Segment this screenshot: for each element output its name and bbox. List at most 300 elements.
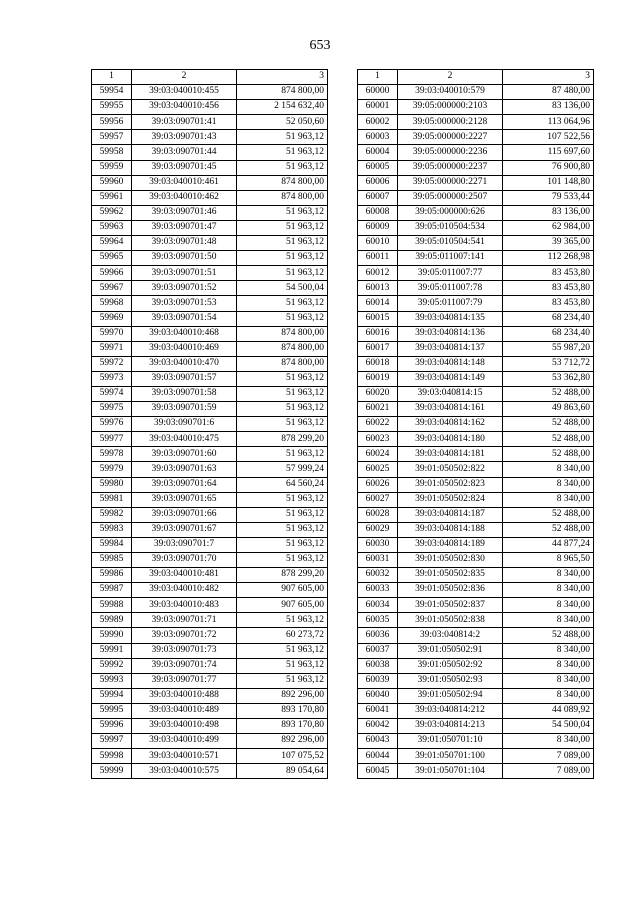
value-cell: 39 365,00 bbox=[503, 236, 594, 251]
cadastral-number-cell: 39:03:090701:48 bbox=[132, 236, 237, 251]
row-number-cell: 59966 bbox=[92, 266, 132, 281]
table-row bbox=[92, 749, 328, 764]
value-cell: 51 963,12 bbox=[237, 402, 328, 417]
table-row bbox=[358, 386, 594, 401]
value-cell: 64 560,24 bbox=[237, 477, 328, 492]
cadastral-number-cell: 39:01:050502:822 bbox=[398, 462, 503, 477]
cadastral-number-cell: 39:03:040814:15 bbox=[398, 386, 503, 401]
value-cell: 115 697,60 bbox=[503, 145, 594, 160]
value-cell: 52 050,60 bbox=[237, 115, 328, 130]
table-row bbox=[358, 613, 594, 628]
cadastral-number-cell: 39:03:040814:148 bbox=[398, 356, 503, 371]
value-cell: 52 488,00 bbox=[503, 628, 594, 643]
value-cell: 51 963,12 bbox=[237, 553, 328, 568]
value-cell: 51 963,12 bbox=[237, 447, 328, 462]
table-row bbox=[92, 402, 328, 417]
row-number-cell: 60045 bbox=[358, 764, 398, 779]
table-row bbox=[358, 658, 594, 673]
table-row bbox=[358, 341, 594, 356]
row-number-cell: 60035 bbox=[358, 613, 398, 628]
value-cell: 51 963,12 bbox=[237, 386, 328, 401]
table-row bbox=[358, 764, 594, 779]
cadastral-number-cell: 39:05:000000:2507 bbox=[398, 190, 503, 205]
row-number-cell: 59985 bbox=[92, 553, 132, 568]
row-number-cell: 59954 bbox=[92, 85, 132, 100]
row-number-cell: 59981 bbox=[92, 492, 132, 507]
cadastral-number-cell: 39:03:090701:7 bbox=[132, 537, 237, 552]
cadastral-number-cell: 39:03:040010:499 bbox=[132, 734, 237, 749]
value-cell: 52 488,00 bbox=[503, 447, 594, 462]
cadastral-number-cell: 39:03:040010:470 bbox=[132, 356, 237, 371]
row-number-cell: 59997 bbox=[92, 734, 132, 749]
value-cell: 8 340,00 bbox=[503, 477, 594, 492]
row-number-cell: 59957 bbox=[92, 130, 132, 145]
row-number-cell: 60005 bbox=[358, 160, 398, 175]
table-row bbox=[92, 688, 328, 703]
table-row bbox=[92, 296, 328, 311]
cadastral-number-cell: 39:05:000000:2128 bbox=[398, 115, 503, 130]
table-row bbox=[358, 628, 594, 643]
row-number-cell: 59970 bbox=[92, 326, 132, 341]
value-cell: 874 800,00 bbox=[237, 341, 328, 356]
table-row bbox=[92, 568, 328, 583]
value-cell: 8 340,00 bbox=[503, 688, 594, 703]
cadastral-number-cell: 39:03:090701:59 bbox=[132, 402, 237, 417]
row-number-cell: 60002 bbox=[358, 115, 398, 130]
cadastral-number-cell: 39:03:040010:571 bbox=[132, 749, 237, 764]
row-number-cell: 59978 bbox=[92, 447, 132, 462]
row-number-cell: 60028 bbox=[358, 507, 398, 522]
row-number-cell: 60026 bbox=[358, 477, 398, 492]
cadastral-number-cell: 39:01:050502:823 bbox=[398, 477, 503, 492]
table-row bbox=[358, 703, 594, 718]
row-number-cell: 60001 bbox=[358, 100, 398, 115]
cadastral-number-cell: 39:03:040814:162 bbox=[398, 417, 503, 432]
table-row bbox=[92, 281, 328, 296]
table-row bbox=[358, 507, 594, 522]
cadastral-number-cell: 39:03:040010:579 bbox=[398, 85, 503, 100]
cadastral-number-cell: 39:01:050701:10 bbox=[398, 734, 503, 749]
table-row bbox=[92, 190, 328, 205]
value-cell: 907 605,00 bbox=[237, 598, 328, 613]
value-cell: 52 488,00 bbox=[503, 507, 594, 522]
row-number-cell: 60025 bbox=[358, 462, 398, 477]
cadastral-number-cell: 39:03:090701:57 bbox=[132, 371, 237, 386]
cadastral-number-cell: 39:03:040010:483 bbox=[132, 598, 237, 613]
left-table bbox=[91, 69, 328, 779]
value-cell: 113 064,96 bbox=[503, 115, 594, 130]
value-cell: 44 877,24 bbox=[503, 537, 594, 552]
cadastral-number-cell: 39:03:090701:71 bbox=[132, 613, 237, 628]
cadastral-number-cell: 39:05:000000:2227 bbox=[398, 130, 503, 145]
row-number-cell: 60016 bbox=[358, 326, 398, 341]
value-cell: 89 054,64 bbox=[237, 764, 328, 779]
value-cell: 892 296,00 bbox=[237, 688, 328, 703]
row-number-cell: 60013 bbox=[358, 281, 398, 296]
row-number-cell: 59973 bbox=[92, 371, 132, 386]
table-row bbox=[358, 643, 594, 658]
value-cell: 874 800,00 bbox=[237, 175, 328, 190]
value-cell: 51 963,12 bbox=[237, 492, 328, 507]
value-cell: 51 963,12 bbox=[237, 311, 328, 326]
table-row bbox=[92, 85, 328, 100]
row-number-cell: 59975 bbox=[92, 402, 132, 417]
value-cell: 8 340,00 bbox=[503, 462, 594, 477]
cadastral-number-cell: 39:01:050502:838 bbox=[398, 613, 503, 628]
row-number-cell: 59977 bbox=[92, 432, 132, 447]
cadastral-number-cell: 39:03:090701:65 bbox=[132, 492, 237, 507]
table-row bbox=[358, 85, 594, 100]
table-row bbox=[92, 462, 328, 477]
row-number-cell: 60031 bbox=[358, 553, 398, 568]
value-cell: 878 299,20 bbox=[237, 568, 328, 583]
table-row bbox=[92, 432, 328, 447]
table-row bbox=[92, 734, 328, 749]
cadastral-number-cell: 39:03:040814:189 bbox=[398, 537, 503, 552]
row-number-cell: 59959 bbox=[92, 160, 132, 175]
value-cell: 60 273,72 bbox=[237, 628, 328, 643]
table-row bbox=[92, 251, 328, 266]
right-table bbox=[357, 69, 594, 779]
table-row bbox=[92, 613, 328, 628]
cadastral-number-cell: 39:05:011007:77 bbox=[398, 266, 503, 281]
cadastral-number-cell: 39:03:040814:2 bbox=[398, 628, 503, 643]
cadastral-number-cell: 39:05:010504:541 bbox=[398, 236, 503, 251]
value-cell: 8 340,00 bbox=[503, 734, 594, 749]
value-cell: 7 089,00 bbox=[503, 749, 594, 764]
cadastral-number-cell: 39:03:040814:149 bbox=[398, 371, 503, 386]
cadastral-number-cell: 39:03:090701:50 bbox=[132, 251, 237, 266]
table-row bbox=[92, 507, 328, 522]
row-number-cell: 60044 bbox=[358, 749, 398, 764]
table-row bbox=[358, 477, 594, 492]
table-row bbox=[92, 100, 328, 115]
table-row bbox=[358, 326, 594, 341]
table-row bbox=[358, 568, 594, 583]
cadastral-number-cell: 39:03:040010:475 bbox=[132, 432, 237, 447]
value-cell: 874 800,00 bbox=[237, 85, 328, 100]
table-row bbox=[358, 311, 594, 326]
row-number-cell: 59988 bbox=[92, 598, 132, 613]
table-row bbox=[358, 583, 594, 598]
row-number-cell: 60007 bbox=[358, 190, 398, 205]
value-cell: 87 480,00 bbox=[503, 85, 594, 100]
table-row bbox=[358, 145, 594, 160]
row-number-cell: 60032 bbox=[358, 568, 398, 583]
value-cell: 874 800,00 bbox=[237, 190, 328, 205]
table-row bbox=[358, 749, 594, 764]
cadastral-number-cell: 39:03:090701:73 bbox=[132, 643, 237, 658]
row-number-cell: 60033 bbox=[358, 583, 398, 598]
table-row bbox=[358, 553, 594, 568]
table-row bbox=[92, 643, 328, 658]
cadastral-number-cell: 39:03:090701:64 bbox=[132, 477, 237, 492]
row-number-cell: 59960 bbox=[92, 175, 132, 190]
cadastral-number-cell: 39:03:040010:462 bbox=[132, 190, 237, 205]
row-number-cell: 59958 bbox=[92, 145, 132, 160]
value-cell: 8 965,50 bbox=[503, 553, 594, 568]
row-number-cell: 60000 bbox=[358, 85, 398, 100]
cadastral-number-cell: 39:03:090701:72 bbox=[132, 628, 237, 643]
value-cell: 51 963,12 bbox=[237, 205, 328, 220]
row-number-cell: 60022 bbox=[358, 417, 398, 432]
value-cell: 76 900,80 bbox=[503, 160, 594, 175]
row-number-cell: 59956 bbox=[92, 115, 132, 130]
row-number-cell: 60036 bbox=[358, 628, 398, 643]
cadastral-number-cell: 39:03:040814:136 bbox=[398, 326, 503, 341]
row-number-cell: 59969 bbox=[92, 311, 132, 326]
value-cell: 83 136,00 bbox=[503, 205, 594, 220]
value-cell: 101 148,80 bbox=[503, 175, 594, 190]
row-number-cell: 59986 bbox=[92, 568, 132, 583]
cadastral-number-cell: 39:03:090701:58 bbox=[132, 386, 237, 401]
value-cell: 8 340,00 bbox=[503, 643, 594, 658]
table-row bbox=[358, 537, 594, 552]
row-number-cell: 60011 bbox=[358, 251, 398, 266]
value-cell: 83 136,00 bbox=[503, 100, 594, 115]
table-row bbox=[92, 130, 328, 145]
value-cell: 83 453,80 bbox=[503, 296, 594, 311]
table-row bbox=[92, 522, 328, 537]
row-number-cell: 59979 bbox=[92, 462, 132, 477]
row-number-cell: 59998 bbox=[92, 749, 132, 764]
table-row bbox=[92, 598, 328, 613]
row-number-cell: 59972 bbox=[92, 356, 132, 371]
table-row bbox=[92, 447, 328, 462]
cadastral-number-cell: 39:01:050502:836 bbox=[398, 583, 503, 598]
table-row bbox=[358, 688, 594, 703]
cadastral-number-cell: 39:03:090701:74 bbox=[132, 658, 237, 673]
row-number-cell: 59993 bbox=[92, 673, 132, 688]
cadastral-number-cell: 39:03:040010:455 bbox=[132, 85, 237, 100]
table-row bbox=[358, 115, 594, 130]
table-row bbox=[358, 356, 594, 371]
row-number-cell: 59990 bbox=[92, 628, 132, 643]
row-number-cell: 60043 bbox=[358, 734, 398, 749]
value-cell: 54 500,04 bbox=[237, 281, 328, 296]
row-number-cell: 60020 bbox=[358, 386, 398, 401]
table-row bbox=[358, 205, 594, 220]
cadastral-number-cell: 39:03:040814:180 bbox=[398, 432, 503, 447]
cadastral-number-cell: 39:03:090701:43 bbox=[132, 130, 237, 145]
cadastral-number-cell: 39:03:090701:77 bbox=[132, 673, 237, 688]
value-cell: 874 800,00 bbox=[237, 326, 328, 341]
value-cell: 51 963,12 bbox=[237, 251, 328, 266]
table-row bbox=[92, 115, 328, 130]
row-number-cell: 59974 bbox=[92, 386, 132, 401]
cadastral-number-cell: 39:03:040010:468 bbox=[132, 326, 237, 341]
row-number-cell: 59962 bbox=[92, 205, 132, 220]
table-row bbox=[92, 658, 328, 673]
cadastral-number-cell: 39:03:040010:456 bbox=[132, 100, 237, 115]
row-number-cell: 60012 bbox=[358, 266, 398, 281]
value-cell: 51 963,12 bbox=[237, 522, 328, 537]
table-row bbox=[358, 417, 594, 432]
column-header: 2 bbox=[398, 70, 503, 85]
page-number: 653 bbox=[309, 38, 331, 53]
cadastral-number-cell: 39:03:040814:137 bbox=[398, 341, 503, 356]
row-number-cell: 60003 bbox=[358, 130, 398, 145]
table-row bbox=[358, 719, 594, 734]
row-number-cell: 59989 bbox=[92, 613, 132, 628]
cadastral-number-cell: 39:03:090701:66 bbox=[132, 507, 237, 522]
value-cell: 51 963,12 bbox=[237, 145, 328, 160]
cadastral-number-cell: 39:03:040010:489 bbox=[132, 703, 237, 718]
table-row bbox=[92, 764, 328, 779]
cadastral-number-cell: 39:01:050701:100 bbox=[398, 749, 503, 764]
row-number-cell: 60015 bbox=[358, 311, 398, 326]
table-row bbox=[358, 281, 594, 296]
value-cell: 51 963,12 bbox=[237, 417, 328, 432]
cadastral-number-cell: 39:05:000000:2236 bbox=[398, 145, 503, 160]
cadastral-number-cell: 39:03:090701:67 bbox=[132, 522, 237, 537]
row-number-cell: 60019 bbox=[358, 371, 398, 386]
table-row bbox=[92, 266, 328, 281]
cadastral-number-cell: 39:01:050502:92 bbox=[398, 658, 503, 673]
cadastral-number-cell: 39:03:040010:498 bbox=[132, 719, 237, 734]
cadastral-number-cell: 39:01:050502:91 bbox=[398, 643, 503, 658]
row-number-cell: 59983 bbox=[92, 522, 132, 537]
value-cell: 51 963,12 bbox=[237, 160, 328, 175]
table-row bbox=[92, 417, 328, 432]
value-cell: 892 296,00 bbox=[237, 734, 328, 749]
cadastral-number-cell: 39:05:011007:141 bbox=[398, 251, 503, 266]
table-row bbox=[92, 703, 328, 718]
row-number-cell: 59992 bbox=[92, 658, 132, 673]
row-number-cell: 60042 bbox=[358, 719, 398, 734]
value-cell: 51 963,12 bbox=[237, 296, 328, 311]
row-number-cell: 59976 bbox=[92, 417, 132, 432]
table-row bbox=[92, 205, 328, 220]
value-cell: 7 089,00 bbox=[503, 764, 594, 779]
row-number-cell: 59980 bbox=[92, 477, 132, 492]
cadastral-number-cell: 39:03:040814:187 bbox=[398, 507, 503, 522]
table-row bbox=[92, 311, 328, 326]
table-row bbox=[358, 251, 594, 266]
table-row bbox=[92, 537, 328, 552]
table-row bbox=[358, 447, 594, 462]
row-number-cell: 59984 bbox=[92, 537, 132, 552]
table-row bbox=[358, 598, 594, 613]
table-row bbox=[92, 386, 328, 401]
cadastral-number-cell: 39:01:050502:93 bbox=[398, 673, 503, 688]
cadastral-number-cell: 39:03:040814:181 bbox=[398, 447, 503, 462]
value-cell: 44 089,92 bbox=[503, 703, 594, 718]
cadastral-number-cell: 39:01:050502:824 bbox=[398, 492, 503, 507]
table-row bbox=[92, 553, 328, 568]
row-number-cell: 59987 bbox=[92, 583, 132, 598]
value-cell: 51 963,12 bbox=[237, 220, 328, 235]
value-cell: 51 963,12 bbox=[237, 266, 328, 281]
value-cell: 107 075,52 bbox=[237, 749, 328, 764]
value-cell: 8 340,00 bbox=[503, 673, 594, 688]
row-number-cell: 59996 bbox=[92, 719, 132, 734]
value-cell: 8 340,00 bbox=[503, 583, 594, 598]
cadastral-number-cell: 39:03:090701:51 bbox=[132, 266, 237, 281]
row-number-cell: 60030 bbox=[358, 537, 398, 552]
value-cell: 68 234,40 bbox=[503, 311, 594, 326]
table-row bbox=[358, 462, 594, 477]
table-row bbox=[358, 130, 594, 145]
cadastral-number-cell: 39:03:090701:44 bbox=[132, 145, 237, 160]
value-cell: 8 340,00 bbox=[503, 568, 594, 583]
cadastral-number-cell: 39:03:090701:63 bbox=[132, 462, 237, 477]
cadastral-number-cell: 39:03:090701:70 bbox=[132, 553, 237, 568]
row-number-cell: 60017 bbox=[358, 341, 398, 356]
row-number-cell: 59982 bbox=[92, 507, 132, 522]
column-header: 1 bbox=[358, 70, 398, 85]
value-cell: 874 800,00 bbox=[237, 356, 328, 371]
cadastral-number-cell: 39:03:040010:488 bbox=[132, 688, 237, 703]
table-row bbox=[358, 371, 594, 386]
cadastral-number-cell: 39:01:050502:94 bbox=[398, 688, 503, 703]
cadastral-number-cell: 39:03:040814:188 bbox=[398, 522, 503, 537]
row-number-cell: 59971 bbox=[92, 341, 132, 356]
row-number-cell: 59995 bbox=[92, 703, 132, 718]
table-row bbox=[358, 220, 594, 235]
table-row bbox=[92, 145, 328, 160]
table-header-row bbox=[92, 70, 328, 85]
table-row bbox=[358, 432, 594, 447]
table-row bbox=[92, 220, 328, 235]
value-cell: 53 362,80 bbox=[503, 371, 594, 386]
value-cell: 83 453,80 bbox=[503, 266, 594, 281]
row-number-cell: 60039 bbox=[358, 673, 398, 688]
row-number-cell: 60008 bbox=[358, 205, 398, 220]
value-cell: 51 963,12 bbox=[237, 130, 328, 145]
row-number-cell: 60038 bbox=[358, 658, 398, 673]
table-row bbox=[92, 628, 328, 643]
row-number-cell: 60041 bbox=[358, 703, 398, 718]
table-row bbox=[358, 100, 594, 115]
cadastral-number-cell: 39:01:050502:837 bbox=[398, 598, 503, 613]
value-cell: 112 268,98 bbox=[503, 251, 594, 266]
cadastral-number-cell: 39:05:011007:78 bbox=[398, 281, 503, 296]
cadastral-number-cell: 39:03:090701:45 bbox=[132, 160, 237, 175]
cadastral-number-cell: 39:03:090701:54 bbox=[132, 311, 237, 326]
table-row bbox=[92, 236, 328, 251]
value-cell: 57 999,24 bbox=[237, 462, 328, 477]
column-header: 3 bbox=[237, 70, 328, 85]
value-cell: 52 488,00 bbox=[503, 386, 594, 401]
cadastral-number-cell: 39:03:090701:46 bbox=[132, 205, 237, 220]
cadastral-number-cell: 39:05:000000:2103 bbox=[398, 100, 503, 115]
cadastral-number-cell: 39:01:050502:830 bbox=[398, 553, 503, 568]
value-cell: 893 170,80 bbox=[237, 719, 328, 734]
table-row bbox=[358, 402, 594, 417]
table-row bbox=[358, 492, 594, 507]
row-number-cell: 59991 bbox=[92, 643, 132, 658]
value-cell: 83 453,80 bbox=[503, 281, 594, 296]
table-row bbox=[358, 296, 594, 311]
table-row bbox=[92, 583, 328, 598]
value-cell: 79 533,44 bbox=[503, 190, 594, 205]
table-row bbox=[358, 734, 594, 749]
table-row bbox=[358, 175, 594, 190]
row-number-cell: 59999 bbox=[92, 764, 132, 779]
row-number-cell: 60029 bbox=[358, 522, 398, 537]
row-number-cell: 59955 bbox=[92, 100, 132, 115]
row-number-cell: 60023 bbox=[358, 432, 398, 447]
cadastral-number-cell: 39:05:000000:2271 bbox=[398, 175, 503, 190]
value-cell: 49 863,60 bbox=[503, 402, 594, 417]
cadastral-number-cell: 39:05:000000:2237 bbox=[398, 160, 503, 175]
cadastral-number-cell: 39:03:040814:135 bbox=[398, 311, 503, 326]
row-number-cell: 60014 bbox=[358, 296, 398, 311]
value-cell: 51 963,12 bbox=[237, 658, 328, 673]
cadastral-number-cell: 39:03:040010:461 bbox=[132, 175, 237, 190]
table-row bbox=[92, 160, 328, 175]
